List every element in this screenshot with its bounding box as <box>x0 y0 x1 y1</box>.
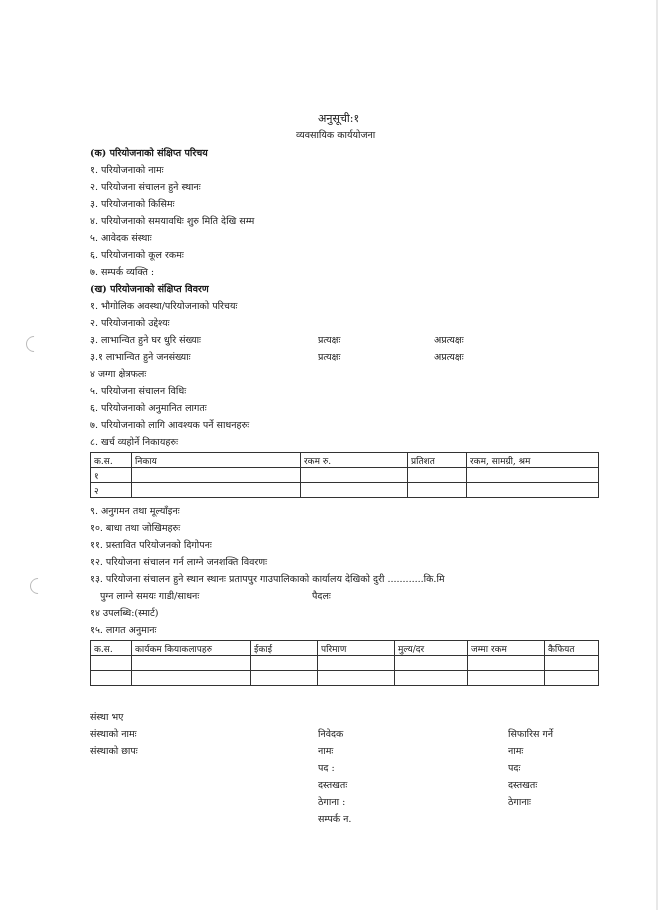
applicant-address-label: ठेगाना : <box>318 797 346 808</box>
table-cell[interactable] <box>132 671 251 686</box>
recommender-post-label: पदः <box>508 763 521 774</box>
table-cell[interactable] <box>132 656 251 671</box>
table-cell[interactable] <box>468 671 545 686</box>
manpower-label: १२. परियोजना संचालन गर्न लाग्ने जनशक्ति विवरणः <box>90 557 268 568</box>
project-name-label: १. परियोजनाको नामः <box>90 165 164 176</box>
table-header-cell: निकाय <box>132 453 301 468</box>
table-cell[interactable] <box>545 671 599 686</box>
population-label: ३.१ लाभान्वित हुने जनसंख्याः <box>90 352 191 363</box>
table-cell[interactable] <box>132 483 301 498</box>
table-cell[interactable] <box>467 483 599 498</box>
applicant-org-label: ५. आवेदक संस्थाः <box>90 233 152 244</box>
cost-estimate-table <box>90 640 599 686</box>
total-amount-label: ६. परियोजनाको कूल रकमः <box>90 250 184 261</box>
applicant-post-label: पद : <box>318 763 335 774</box>
table-header-cell: मुल्य/दर <box>395 641 468 656</box>
table-header-cell: क.स. <box>91 641 132 656</box>
table-row <box>91 468 599 483</box>
table-cell[interactable] <box>301 468 408 483</box>
table-cell[interactable] <box>251 671 318 686</box>
punch-hole-mark-bottom <box>27 575 50 598</box>
applicant-contact-label: सम्पर्क न. <box>318 814 352 825</box>
land-area-label: ४ जग्गा क्षेत्रफलः <box>90 369 147 380</box>
table-cell[interactable] <box>467 468 599 483</box>
table-cell[interactable] <box>318 671 395 686</box>
monitoring-label: ९. अनुगमन तथा मूल्यॉंइनः <box>90 506 180 517</box>
table-cell[interactable] <box>545 656 599 671</box>
page-title: अनुसूची:१ <box>318 112 360 125</box>
table-row <box>91 671 599 686</box>
table-header-row <box>91 453 599 468</box>
recommender-name-label: नामः <box>508 746 524 757</box>
cost-estimate-label: १५. लागत अनुमानः <box>90 625 157 636</box>
applicant-name-label: नामः <box>318 746 334 757</box>
project-duration-label: ४. परियोजनाको समयावधिः शुरु मिति देखि सम्म <box>90 216 255 227</box>
section-a-heading: (क) परियोजनाको संक्षिप्त परिचय <box>90 148 208 159</box>
objective-label: २. परियोजनाको उद्देश्यः <box>90 318 170 329</box>
sustainability-label: ११. प्रस्तावित परियोजनको दिगोपनः <box>90 540 212 551</box>
table-header-row <box>91 641 599 656</box>
table-header-cell: रकम, सामग्री, श्रम <box>467 453 599 468</box>
table-header-cell: कार्यकम कियाकलापहरु <box>132 641 251 656</box>
walking-label: पैदलः <box>312 591 331 602</box>
achievement-label: १४ उपलब्धि:(स्मार्ट) <box>90 608 159 619</box>
org-if-any-label: संस्था भए <box>90 712 124 723</box>
table-header-cell: ईकाई <box>251 641 318 656</box>
section-b-heading: (ख) परियोजनाको संक्षिप्त विवरण <box>90 284 209 295</box>
funding-table <box>90 452 599 498</box>
table-cell[interactable] <box>395 656 468 671</box>
table-cell[interactable] <box>318 656 395 671</box>
table-cell[interactable] <box>301 483 408 498</box>
recommender-signature-label: दस्तखतः <box>508 780 538 791</box>
table-header-cell: रकम रु. <box>301 453 408 468</box>
table-cell[interactable] <box>395 671 468 686</box>
contact-person-label: ७. सम्पर्क व्यक्ति : <box>90 267 155 278</box>
travel-time-label: पुग्न लाग्ने समयः गाडी/साधनः <box>100 591 200 602</box>
punch-hole-mark-top <box>23 333 46 356</box>
project-location-label: २. परियोजना संचालन हुने स्थानः <box>90 182 201 193</box>
org-name-label: संस्थाको नामः <box>90 729 137 740</box>
table-cell-serial: १ <box>91 468 132 483</box>
table-cell-serial: २ <box>91 483 132 498</box>
table-row <box>91 656 599 671</box>
geo-intro-label: १. भौगोलिक अवस्था/परियोजनाको परिचयः <box>90 301 238 312</box>
estimated-cost-label: ६. परियोजनाको अनुमानित लागतः <box>90 403 207 414</box>
table-cell[interactable] <box>251 656 318 671</box>
table-cell[interactable] <box>91 656 132 671</box>
table-cell[interactable] <box>468 656 545 671</box>
table-header-cell: कैफियत <box>545 641 599 656</box>
recommender-heading: सिफारिस गर्ने <box>508 729 554 740</box>
page-subtitle: व्यवसायिक कार्ययोजना <box>296 130 376 141</box>
org-stamp-label: संस्थाको छापः <box>90 746 138 757</box>
population-direct-label: प्रत्यक्षः <box>318 352 341 363</box>
households-indirect-label: अप्रत्यक्षः <box>434 335 464 346</box>
required-resources-label: ७. परियोजनाको लागि आवश्यक पर्ने साधनहरुः <box>90 420 250 431</box>
applicant-heading: निवेदक <box>318 729 344 740</box>
recommender-address-label: ठेगानाः <box>508 797 531 808</box>
applicant-signature-label: दस्तखतः <box>318 780 348 791</box>
table-cell[interactable] <box>408 483 467 498</box>
population-indirect-label: अप्रत्यक्षः <box>434 352 464 363</box>
distance-label: १३. परियोजना संचालन हुने स्थान स्थानः प्रतापपुर गाउपालिकाको कार्यालय देखिको दुरी ............कि.मि <box>90 574 445 585</box>
operation-method-label: ५. परियोजना संचालन विधिः <box>90 386 187 397</box>
households-label: ३. लाभान्वित हुने घर धुरि संख्याः <box>90 335 201 346</box>
project-type-label: ३. परियोजनाको किसिमः <box>90 199 175 210</box>
households-direct-label: प्रत्यक्षः <box>318 335 341 346</box>
funding-bodies-label: ८. खर्च व्यहोर्ने निकायहरुः <box>90 437 179 448</box>
table-header-cell: क.स. <box>91 453 132 468</box>
table-cell[interactable] <box>408 468 467 483</box>
table-row <box>91 483 599 498</box>
risks-label: १०. बाधा तथा जोखिमहरुः <box>90 523 181 534</box>
table-header-cell: प्रतिशत <box>408 453 467 468</box>
table-header-cell: जम्मा रकम <box>468 641 545 656</box>
table-cell[interactable] <box>91 671 132 686</box>
page-edge <box>656 0 658 910</box>
table-cell[interactable] <box>132 468 301 483</box>
table-header-cell: परिमाण <box>318 641 395 656</box>
